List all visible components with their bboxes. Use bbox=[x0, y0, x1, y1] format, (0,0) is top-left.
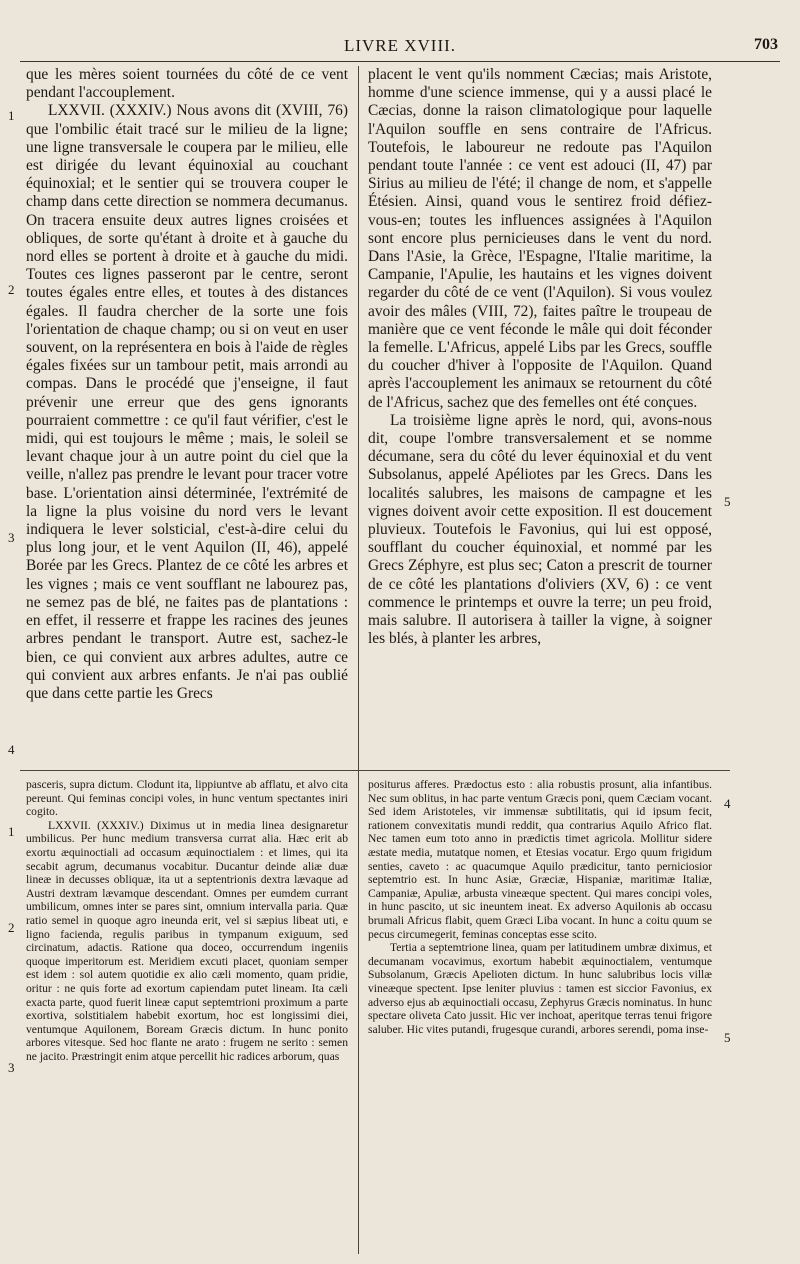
french-column-right bbox=[368, 66, 712, 766]
translation-separator bbox=[20, 770, 730, 771]
paragraph: LXXVII. (XXXIV.) Diximus ut in media linea designaretur umbilicus. Per hunc medium transversa currat alia. Hæc erit ab exortu æquinoctiali ad occasum æquinoctialem : et limes, qui ita secabit agrum, decumanus vocabitur. Ducantur deinde aliæ duæ lineæ in decusses obliquæ, ita ut a septentrionis dextra lævaque ad Austri dextram lævamque descendant. Omnes per eumdem currant umbilicum, omnes inter se pares sint, omnium intervalla paria. Quæ ratio semel in quoque agro ineunda erit, vel si sæpius libeat uti, e ligno facienda, regulis paribus in tympanum exiguum, sed circinatum, adactis. Ratione qua doceo, occurrendum ingeniis quoque imperitorum est. Meridiem excuti placet, quoniam semper est idem : sol autem quotidie ex alio cæli momento, quam pridie, oritur : ne quis forte ad exortum capiendam putet lineam. Ita cæli exacta parte, quod fuerit lineæ caput septemtrioni proximum a parte exortiva, solstitialem habebit exortum, hoc est longissimi diei, ventumque Aquilonem, Boream Græcis dictum. In hunc ponito arbores vitesque. Sed hoc flante ne arato : frugem ne serito : semen ne jacito. Præstringit enim atque percellit hic radices arborum, quas bbox=[26, 818, 348, 1063]
margin-number: 4 bbox=[724, 796, 731, 811]
margin-number: 5 bbox=[724, 1030, 731, 1045]
french-column-left bbox=[26, 66, 348, 766]
margin-number: 5 bbox=[724, 494, 731, 509]
header-rule bbox=[20, 61, 780, 62]
margin-number: 3 bbox=[8, 1060, 15, 1075]
margin-number: 2 bbox=[8, 282, 15, 297]
paragraph: pasceris, supra dictum. Clodunt ita, lippiuntve ab afflatu, et alvo cita pereunt. Qui feminas concipi voles, in hunc ventum spectantes iniri cogito. bbox=[26, 778, 348, 819]
latin-column-left bbox=[26, 778, 348, 1258]
paragraph: positurus afferes. Prædoctus esto : alia robustis prosunt, alia infantibus. Nec sum oblitus, in hac parte ventum Græcis poni, quem Cæciam vocant. Sed idem Aristoteles, vir immensæ subtilitatis, qui id ipsum fecit, rationem convexitatis mundi reddit, qua contrarius Aquilo Africo flat. Nec tamen eum toto anno in prædictis timet agricola. Mollitur sidere æstate media, mutatque nomen, et Etesias vocatur. Ergo quum frigidum senties, caveto : ac quacumque Aquilo prædicitur, tanto perniciosior septemtrio est. In hunc Asiæ, Græciæ, Hispaniæ, maritimæ Italiæ, Campaniæ, Apuliæ, arbusta vineæque spectent. Qui mares concipi voles, in hunc pascito, ut sic ineuntem ineat. Ex adverso Aquilonis ab occasu brumali Africus flabit, quem Græci Liba vocant. In hunc a coitu quum se pecus circumegerit, feminas conceptas esse scito. bbox=[368, 778, 712, 941]
page-number: 703 bbox=[754, 36, 778, 53]
paragraph: que les mères soient tournées du côté de ce vent pendant l'accouplement. bbox=[26, 66, 348, 102]
running-head: LIVRE XVIII. bbox=[343, 36, 457, 55]
margin-number: 1 bbox=[8, 824, 15, 839]
paragraph: LXXVII. (XXXIV.) Nous avons dit (XVIII, 76) que l'ombilic était tracé sur le milieu de la ligne; une ligne transversale le coupera par le milieu, elle est dirigée du levant équinoxial au couchant équinoxial; et le sentier qui se trouvera couper le champ dans cette direction se nommera decumanus. On tracera ensuite deux autres lignes croisées et obliques, de sorte qu'étant à droite et à gauche du nord elles se portent à droite et à gauche du midi. Toutes ces lignes passeront par le centre, seront toutes égales entre elles, et toutes à des distances égales. Il faudra chercher de la sorte une fois l'orientation de chaque champ; ou si on veut en user souvent, on la représentera en bois à l'aide de règles égales fixées sur un tambour petit, mais arrondi au compas. Dans le procédé que j'enseigne, il faut prévenir une erreur que des gens ignorants pourraient commettre : ce qu'il faut vérifier, c'est le midi, qui est toujours le même ; mais, le soleil se levant chaque jour à un autre point du ciel que la veille, n'allez pas prendre le levant pour tracer votre base. L'orientation ainsi déterminée, l'extrémité de la ligne la plus voisine du nord vers le levant indiquera le lever solsticial, c'est-à-dire celui du plus long jour, et le vent Aquilon (II, 46), appelé Borée par les Grecs. Plantez de ce côté les arbres et les vignes ; mais ce vent soufflant ne labourez pas, ne semez pas de blé, ne faites pas de plantations : en effet, il resserre et frappe les racines des jeunes arbres pendant le transport. Autre est, sachez-le bien, ce qui convient aux arbres adultes, autre ce qui convient aux arbres enfants. Je n'ai pas oublié que dans cette partie les Grecs bbox=[26, 102, 348, 702]
paragraph: placent le vent qu'ils nomment Cæcias; mais Aristote, homme d'une science immense, qui y a aussi placé le Cæcias, donne la raison climatologique pour laquelle l'Aquilon souffle en sens contraire de l'Africus. Toutefois, le laboureur ne redoute pas l'Aquilon pendant toute l'année : ce vent est adouci (II, 47) par Sirius au milieu de l'été; il change de nom, et s'appelle Étésien. Ainsi, quand vous le sentirez froid défiez-vous-en; toutes les influences assignées à l'Aquilon sont encore plus pernicieuses dans le vent du nord. Dans l'Asie, la Grèce, l'Espagne, l'Italie maritime, la Campanie, l'Apulie, les hautains et les vignes doivent regarder du côté de ce vent (l'Aquilon). Si vous voulez avoir des mâles (VIII, 72), faites paître le troupeau de manière que ce vent féconde le mâle qui doit féconder la femelle. L'Africus, appelé Libs par les Grecs, souffle du coucher d'hiver à l'opposite de l'Aquilon. Quand après l'accouplement les animaux se retournent du côté de l'Africus, sachez que des femelles ont été conçues. bbox=[368, 66, 712, 411]
margin-number: 4 bbox=[8, 742, 15, 757]
column-divider bbox=[358, 66, 359, 1254]
paragraph: La troisième ligne après le nord, qui, avons-nous dit, coupe l'ombre transversalement et se nomme décumane, sera du côté du lever équinoxial et du vent Subsolanus, appelé Apéliotes par les Grecs. Dans les localités salubres, les maisons de campagne et les vignes doivent avoir cette exposition. Il est doucement pluvieux. Toutefois le Favonius, qui lui est opposé, soufflant du coucher équinoxial, et nommé par les Grecs Zéphyre, est plus sec; Caton a prescrit de tourner de ce côté les plantations d'oliviers (XV, 6) : ce vent commence le printemps et ouvre la terre; un peu froid, mais salubre. Il autorisera à tailler la vigne, à soigner les blés, à planter les arbres, bbox=[368, 411, 712, 648]
latin-column-right bbox=[368, 778, 712, 1258]
margin-number: 2 bbox=[8, 920, 15, 935]
margin-number: 3 bbox=[8, 530, 15, 545]
margin-number: 1 bbox=[8, 108, 15, 123]
paragraph: Tertia a septemtrione linea, quam per latitudinem umbræ diximus, et decumanam vocavimus, exortum habebit æquinoctialem, ventumque Subsolanum, Græcis Apelioten dictum. In hunc salubribus locis villæ vineæque spectent. Ipse leniter pluvius : tamen est siccior Favonius, ex adverso ejus ab æquinoctiali occasu, Zephyrus Græcis nominatus. In hunc spectare oliveta Cato jussit. Hic ver inchoat, aperitque terras tenui frigore saluber. Hic vites putandi, frugesque curandi, arbores serendi, poma inse- bbox=[368, 941, 712, 1036]
